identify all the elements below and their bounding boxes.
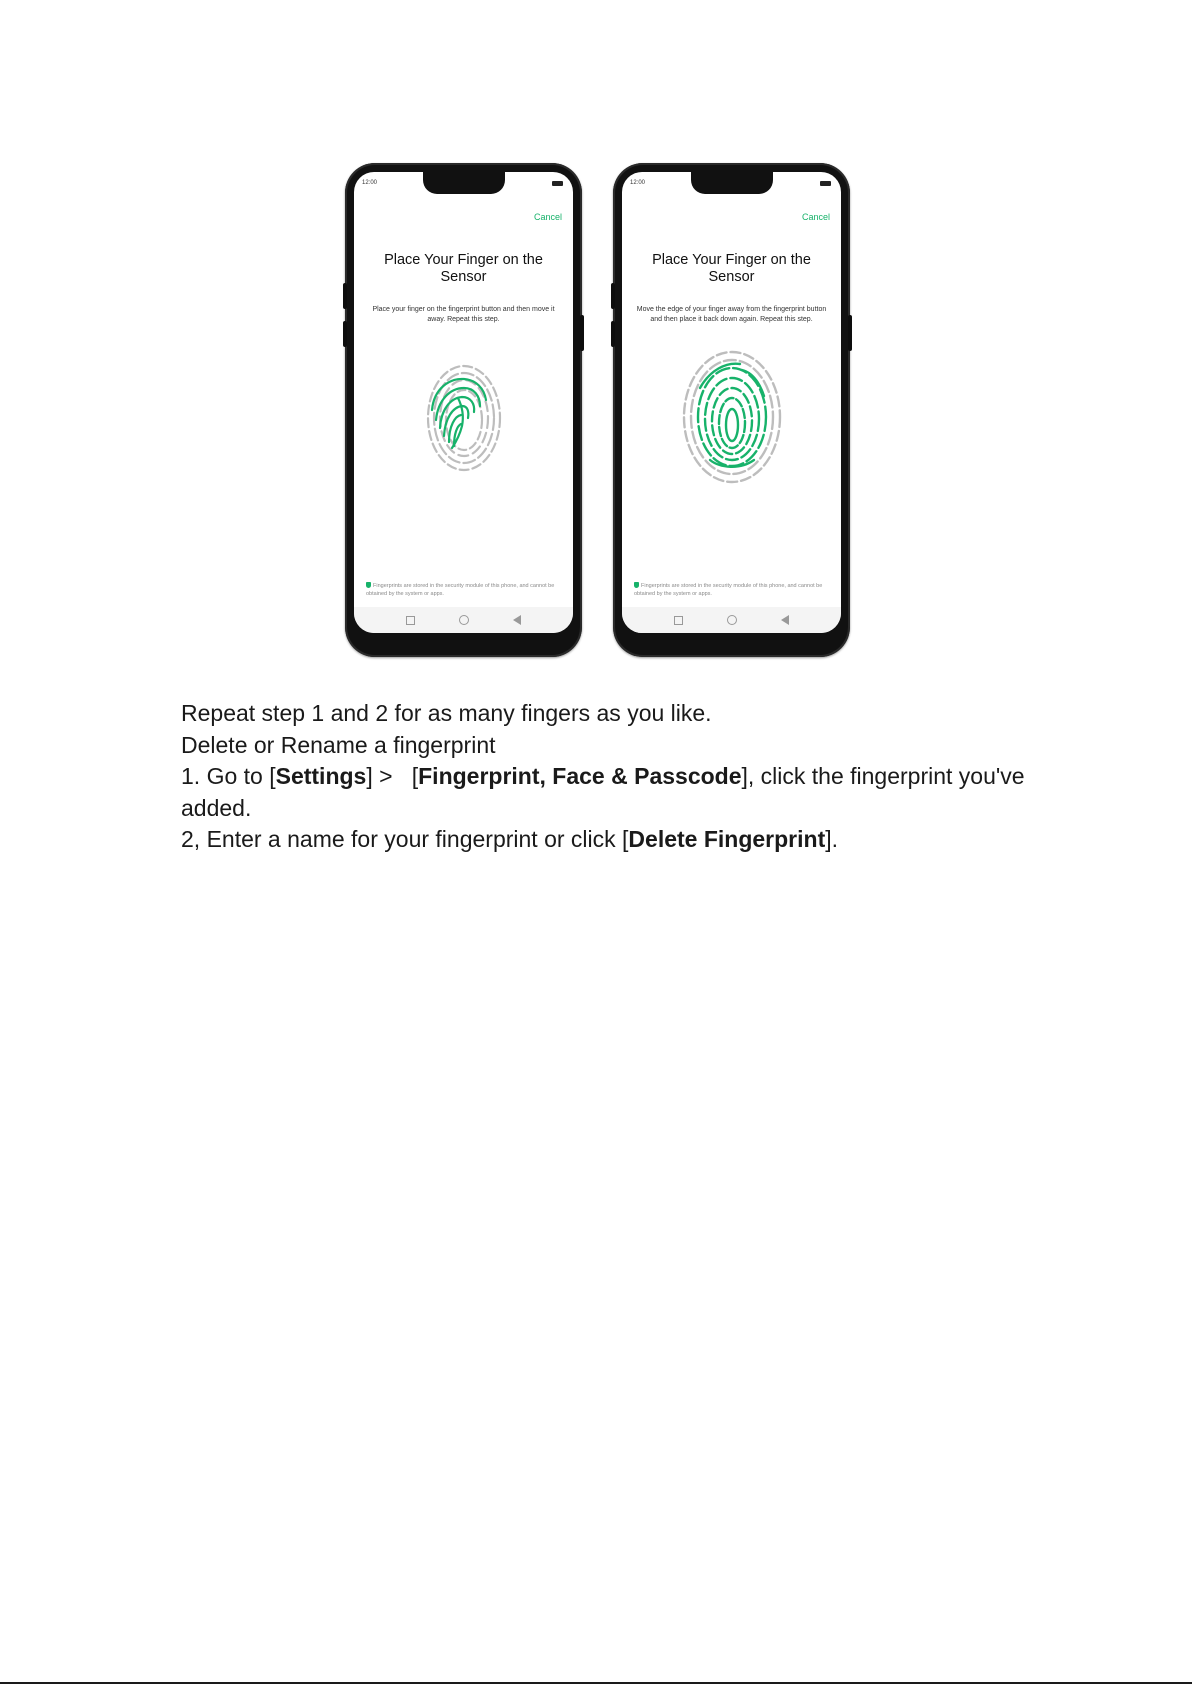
navigation-bar <box>354 607 573 633</box>
fingerprint-face-passcode-term: Fingerprint, Face & Passcode <box>418 763 742 789</box>
cancel-button[interactable]: Cancel <box>533 212 562 222</box>
fingerprint-icon <box>424 362 504 474</box>
status-time: 12:00 <box>362 180 378 186</box>
status-time: 12:00 <box>630 180 646 186</box>
battery-icon <box>820 181 831 186</box>
screen-description: Move the edge of your finger away from the fingerprint button and then place it back down again. Repeat this step. <box>636 306 827 323</box>
repeat-instruction: Repeat step 1 and 2 for as many fingers as you like. <box>181 700 712 726</box>
phone-screen <box>354 172 573 633</box>
back-icon[interactable] <box>513 615 521 625</box>
notch <box>423 172 505 194</box>
section-heading: Delete or Rename a fingerprint <box>181 731 496 758</box>
step-2-suffix: ]. <box>825 826 839 852</box>
screen-description: Place your finger on the fingerprint button and then move it away. Repeat this step. <box>372 306 555 323</box>
step-1 <box>181 761 1041 824</box>
security-note <box>366 582 561 598</box>
home-icon[interactable] <box>459 615 469 625</box>
step-2 <box>181 824 1041 856</box>
notch <box>691 172 773 194</box>
shield-icon <box>634 582 639 588</box>
fingerprint-icon <box>680 348 784 486</box>
step-1-suffix: ], click the fingerprint you've added. <box>181 763 1025 821</box>
step-2-prefix: 2, Enter a name for your fingerprint or click [ <box>181 826 629 852</box>
recent-apps-icon[interactable] <box>674 616 683 625</box>
instructions-text <box>181 698 1041 856</box>
screen-title: Place Your Finger on the Sensor <box>652 252 811 285</box>
screen-title: Place Your Finger on the Sensor <box>384 252 543 285</box>
phone-screen <box>622 172 841 633</box>
security-note <box>634 582 829 598</box>
battery-icon <box>552 181 563 186</box>
home-icon[interactable] <box>727 615 737 625</box>
step-1-separator: ] > [ <box>366 763 419 789</box>
recent-apps-icon[interactable] <box>406 616 415 625</box>
phone-mockup-step-2 <box>613 163 850 657</box>
settings-term: Settings <box>275 763 367 789</box>
back-icon[interactable] <box>781 615 789 625</box>
security-note-text: Fingerprints are stored in the security module of this phone, and cannot be obtained by the system or apps. <box>366 583 555 597</box>
delete-fingerprint-term: Delete Fingerprint <box>628 826 826 852</box>
security-note-text: Fingerprints are stored in the security module of this phone, and cannot be obtained by the system or apps. <box>634 583 823 597</box>
phone-mockup-step-1 <box>345 163 582 657</box>
shield-icon <box>366 582 371 588</box>
cancel-button[interactable]: Cancel <box>801 212 830 222</box>
step-1-prefix: 1. Go to [ <box>181 763 276 789</box>
navigation-bar <box>622 607 841 633</box>
page-bottom-rule <box>0 1682 1192 1684</box>
